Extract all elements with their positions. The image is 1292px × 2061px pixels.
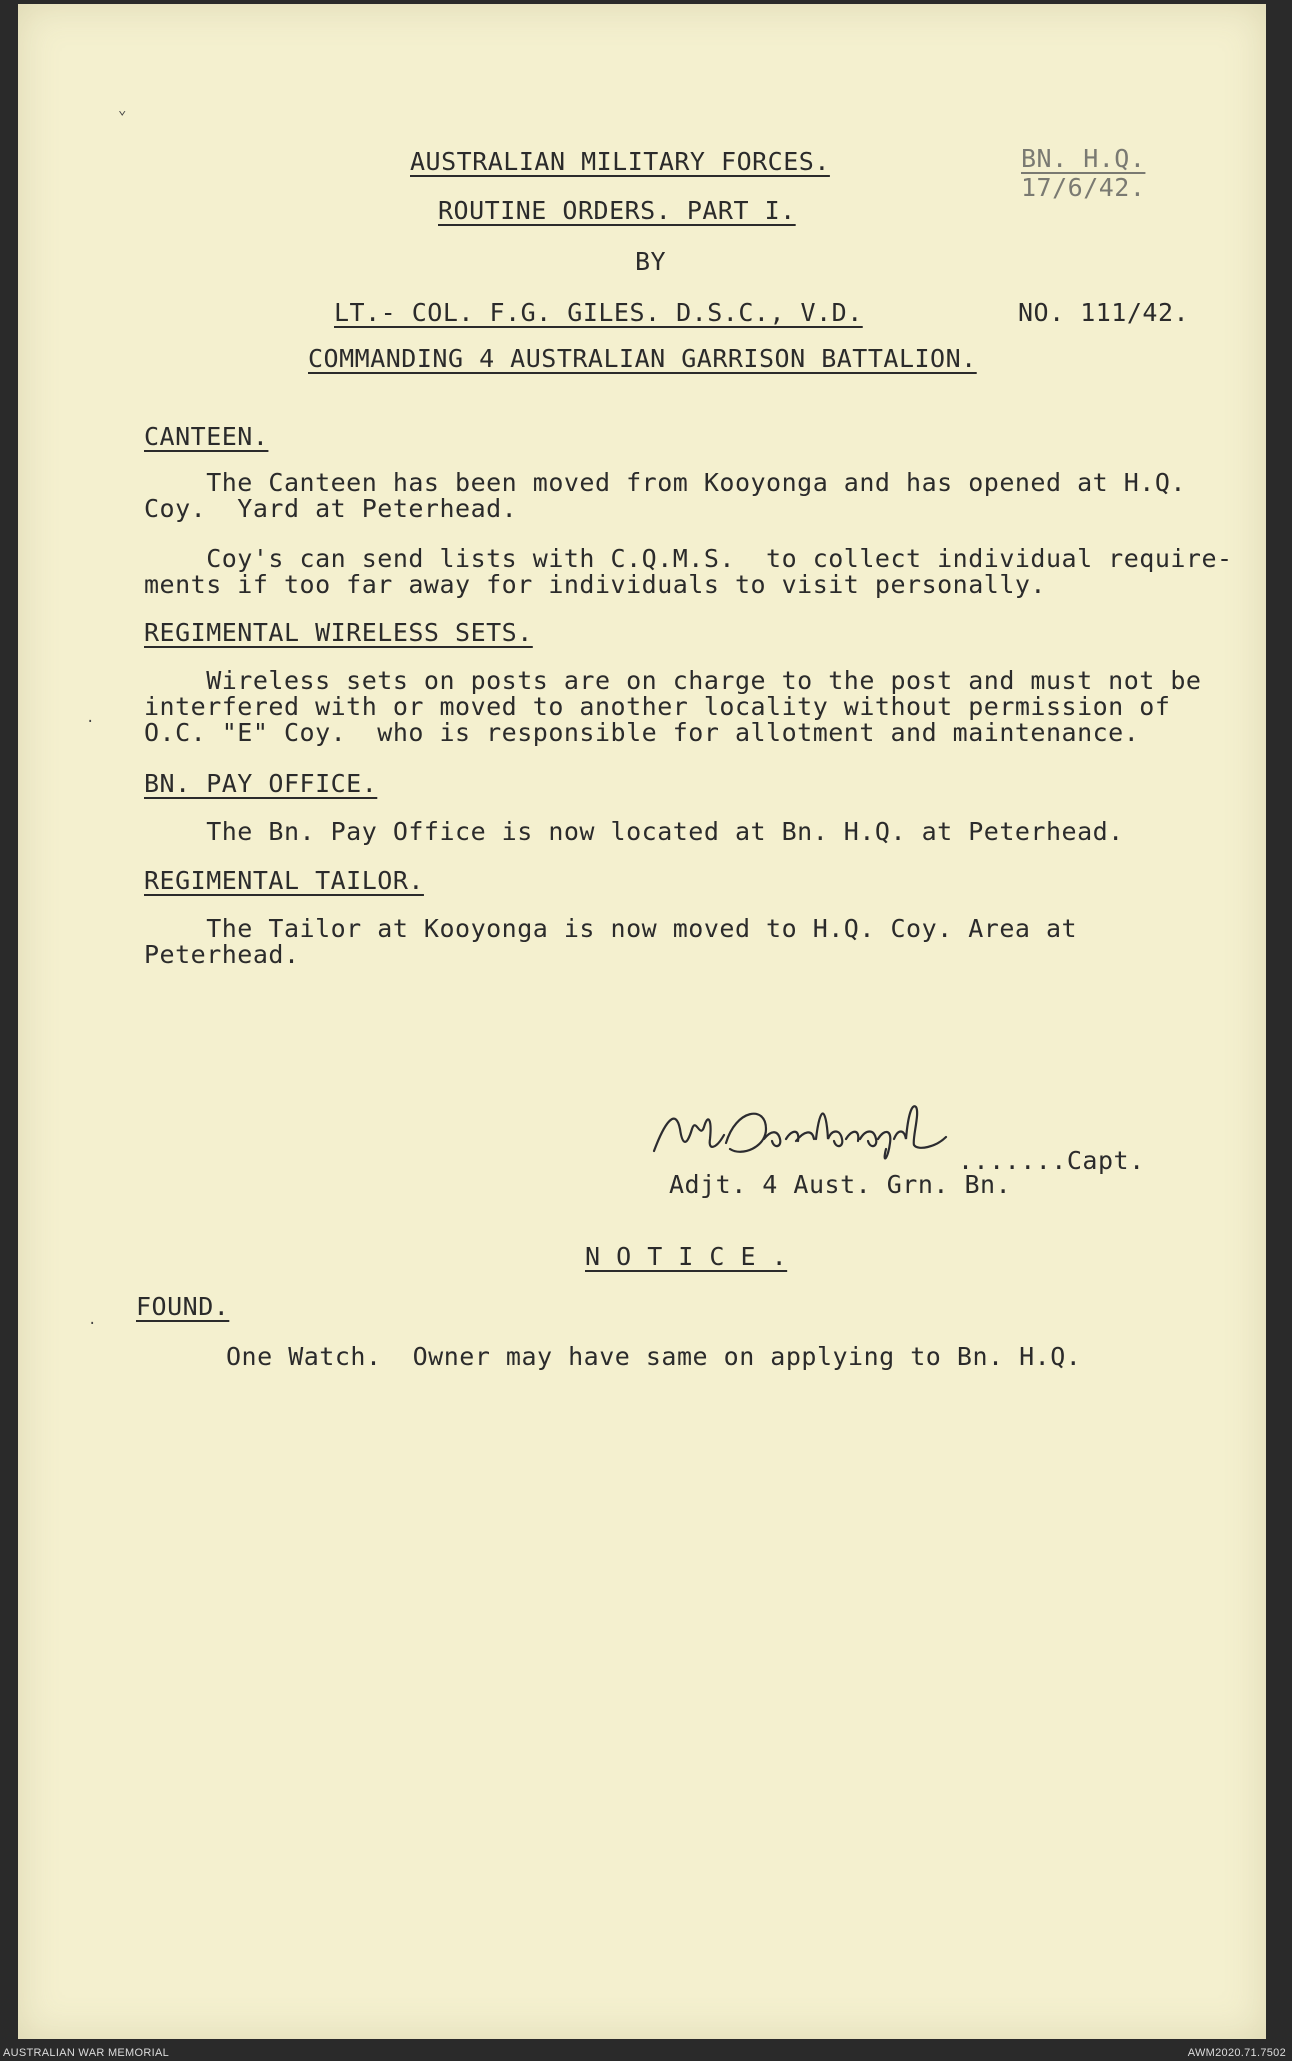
tailor-paragraph: The Tailor at Kooyonga is now moved to H.Q. Coy. Area at Peterhead. [144,914,1078,969]
footer-archive-id: AWM2020.71.7502 [1187,2047,1286,2059]
stray-mark: · [86,714,95,730]
notice-text: One Watch. Owner may have same on applying to Bn. H.Q. [226,1342,1082,1371]
header-org: AUSTRALIAN MILITARY FORCES. [410,147,830,176]
header-ref-line1: BN. H.Q. [1021,144,1146,173]
pay-office-paragraph: The Bn. Pay Office is now located at Bn. H.Q. at Peterhead. [144,817,1124,846]
header-number: NO. 111/42. [1018,298,1190,327]
canteen-paragraph-2: Coy's can send lists with C.Q.M.S. to collect individual require- ments if too far away for individuals to visit personally. [144,544,1233,599]
signature-rank: .......Capt. [958,1146,1145,1175]
document-page [18,4,1266,2039]
footer-archive-label: AUSTRALIAN WAR MEMORIAL [3,2047,170,2059]
canteen-paragraph-1: The Canteen has been moved from Kooyonga and has opened at H.Q. Coy. Yard at Peterhead. [144,468,1186,523]
signature-title: Adjt. 4 Aust. Grn. Bn. [669,1170,1012,1199]
section-heading-tailor: REGIMENTAL TAILOR. [144,866,424,895]
notice-heading: FOUND. [136,1292,230,1321]
header-routine: ROUTINE ORDERS. PART I. [438,196,796,225]
wireless-paragraph: Wireless sets on posts are on charge to the post and must not be interfered with or moved to another locality without permission of O.C. "E" Coy. who is responsible for allotment and maintenance. [144,666,1202,747]
header-command: COMMANDING 4 AUSTRALIAN GARRISON BATTALION. [308,344,977,373]
header-ref-line2: 17/6/42. [1021,173,1146,202]
section-heading-canteen: CANTEEN. [144,422,269,451]
notice-title: N O T I C E . [585,1242,788,1271]
header-by: BY [635,247,667,276]
header-officer: LT.- COL. F.G. GILES. D.S.C., V.D. [334,298,863,327]
section-heading-pay-office: BN. PAY OFFICE. [144,769,378,798]
stray-mark: ⌄ [118,102,127,118]
stray-mark: · [88,1316,97,1332]
section-heading-wireless: REGIMENTAL WIRELESS SETS. [144,618,533,647]
